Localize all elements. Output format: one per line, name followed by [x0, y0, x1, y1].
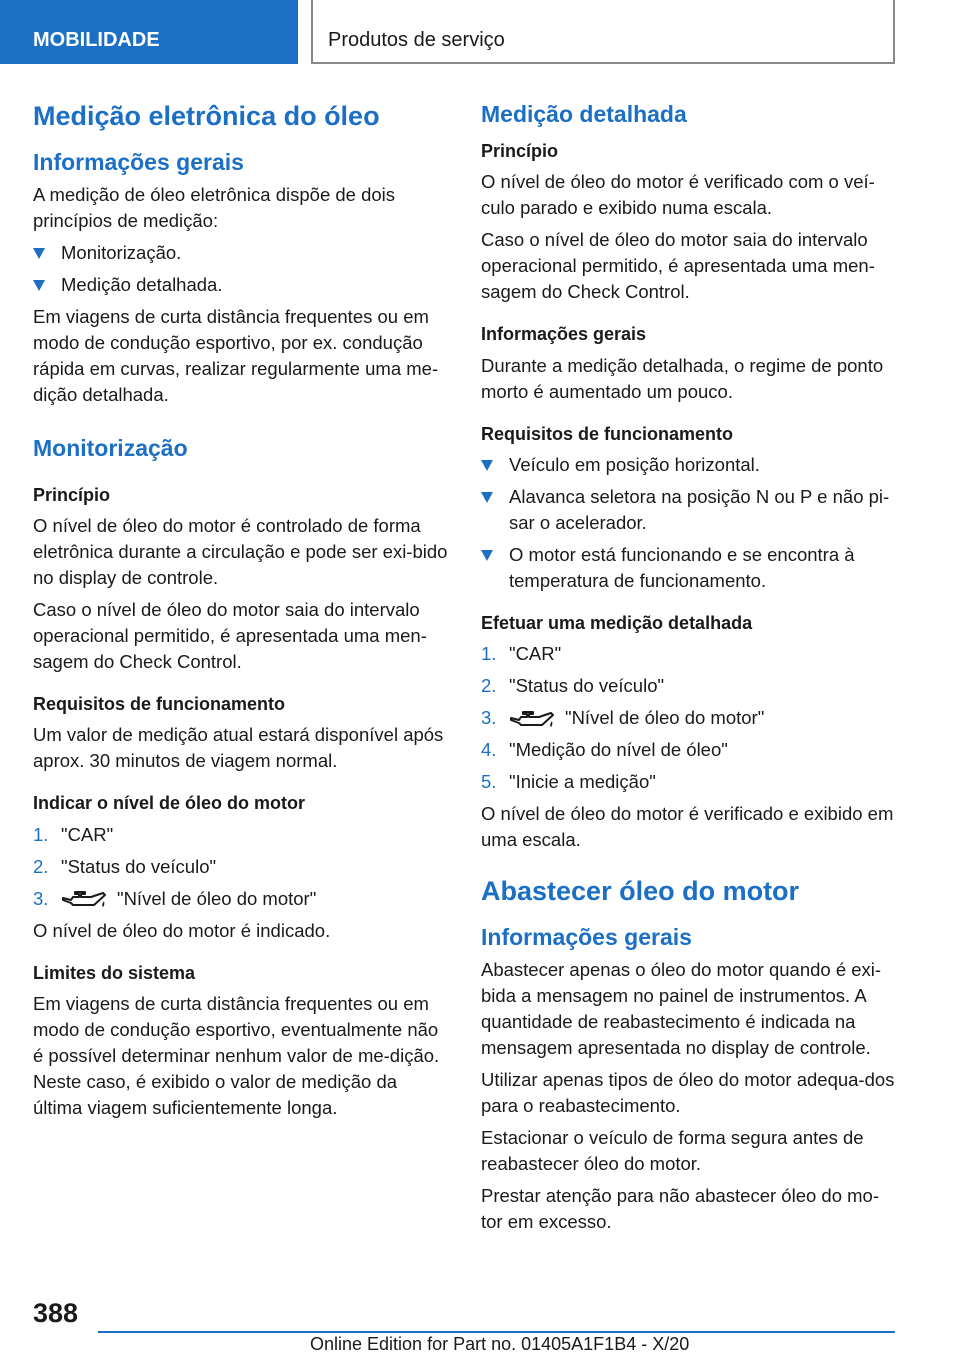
chapter-label: Produtos de serviço [328, 29, 505, 51]
list-item: Veículo em posição horizontal. [481, 452, 895, 478]
page-number: 388 [33, 1298, 79, 1328]
section-label: MOBILIDADE [33, 29, 160, 51]
refill-paragraph-2: Utilizar apenas tipos de óleo do motor adequa-dos para o reabastecimento. [481, 1069, 895, 1117]
general-info-paragraph-2: Em viagens de curta distância frequentes ou em modo de condução esportivo, por ex. condução rápida em curvas, realizar regularmente uma me-dição detalhada. [33, 305, 439, 405]
triangle-bullet-icon [33, 280, 45, 291]
requirements-heading: Requisitos de funcionamento [33, 693, 286, 714]
list-item: 2. "Status do veículo" [33, 855, 217, 877]
principles-list [33, 240, 448, 298]
detailed-requirements-heading: Requisitos de funcionamento [481, 423, 734, 444]
monitoring-heading: Monitorização [33, 434, 188, 461]
refill-general-heading: Informações gerais [481, 924, 692, 951]
page-title: Medição eletrônica do óleo [33, 101, 380, 131]
detailed-general-heading: Informações gerais [481, 324, 647, 345]
refill-paragraph-4: Prestar atenção para não abastecer óleo do mo-tor em excesso. [481, 1185, 879, 1233]
list-item: Monitorização. [33, 240, 448, 266]
requirements-list [481, 452, 895, 594]
general-info-heading: Informações gerais [33, 148, 244, 175]
refill-paragraph-3: Estacionar o veículo de forma segura antes de reabastecer óleo do motor. [481, 1127, 864, 1175]
list-item: 1. "CAR" [33, 823, 114, 845]
principle-heading: Princípio [33, 484, 111, 505]
general-info-paragraph: A medição de óleo eletrônica dispõe de dois princípios de medição: [33, 183, 396, 231]
left-column [33, 100, 448, 1127]
right-column [481, 100, 895, 1241]
list-item: 4. "Medição do nível de óleo" [481, 739, 728, 761]
triangle-bullet-icon [481, 492, 493, 503]
perform-paragraph: O nível de óleo do motor é verificado e exibido em uma escala. [481, 803, 894, 851]
list-item: Medição detalhada. [33, 272, 448, 298]
edition-note: Online Edition for Part no. 01405A1F1B4 - X/20 [310, 1334, 690, 1354]
limits-heading: Limites do sistema [33, 962, 196, 983]
indicate-paragraph: O nível de óleo do motor é indicado. [33, 919, 331, 941]
refill-title: Abastecer óleo do motor [481, 876, 800, 907]
indicate-heading: Indicar o nível de óleo do motor [33, 793, 306, 814]
detailed-general-paragraph: Durante a medição detalhada, o regime de ponto morto é aumentado um pouco. [481, 354, 884, 402]
list-item: 1. "CAR" [481, 643, 562, 665]
oil-can-icon [61, 889, 107, 911]
list-item: 5. "Inicie a medição" [481, 771, 656, 793]
monitoring-paragraph-1: O nível de óleo do motor é controlado de forma eletrônica durante a circulação e pode ser exi-bido no display de controle. [33, 514, 448, 588]
detailed-paragraph-2: Caso o nível de óleo do motor saia do intervalo operacional permitido, é apresentada uma men-sagem do Check Control. [481, 229, 875, 303]
list-item: 2. "Status do veículo" [481, 675, 665, 697]
chapter-header [311, 0, 895, 64]
triangle-bullet-icon [481, 460, 493, 471]
principle-heading: Princípio [481, 140, 559, 161]
detailed-heading: Medição detalhada [481, 101, 687, 127]
triangle-bullet-icon [481, 550, 493, 561]
perform-heading: Efetuar uma medição detalhada [481, 613, 753, 634]
list-item: O motor está funcionando e se encontra à temperatura de funcionamento. [481, 542, 895, 594]
triangle-bullet-icon [33, 248, 45, 259]
list-item: 3. "Nível de óleo do motor" [481, 705, 895, 731]
indicate-steps [33, 822, 448, 912]
detailed-paragraph-1: O nível de óleo do motor é verificado com o veí-culo parado e exibido numa escala. [481, 171, 875, 219]
monitoring-paragraph-2: Caso o nível de óleo do motor saia do intervalo operacional permitido, é apresentada uma men-sagem do Check Control. [33, 598, 427, 672]
requirements-paragraph: Um valor de medição atual estará disponível após aprox. 30 minutos de viagem normal. [33, 724, 444, 772]
list-item: 3. "Nível de óleo do motor" [33, 886, 448, 912]
perform-steps [481, 641, 895, 795]
section-tab [0, 0, 298, 64]
list-item: Alavanca seletora na posição N ou P e não pi-sar o acelerador. [481, 484, 895, 536]
limits-paragraph: Em viagens de curta distância frequentes ou em modo de condução esportivo, eventualmente não é possível determinar nenhum valor de me-dição. Neste caso, é exibido o valor de medição da última viagem suficientemente longa. [33, 993, 440, 1119]
oil-can-icon [509, 709, 555, 731]
refill-paragraph-1: Abastecer apenas o óleo do motor quando é exi-bida a mensagem no painel de instrumentos. A quantidade de reabastecimento é indicada na mensagem apresentada no display de controle. [481, 959, 882, 1059]
footer-divider [98, 1331, 895, 1333]
